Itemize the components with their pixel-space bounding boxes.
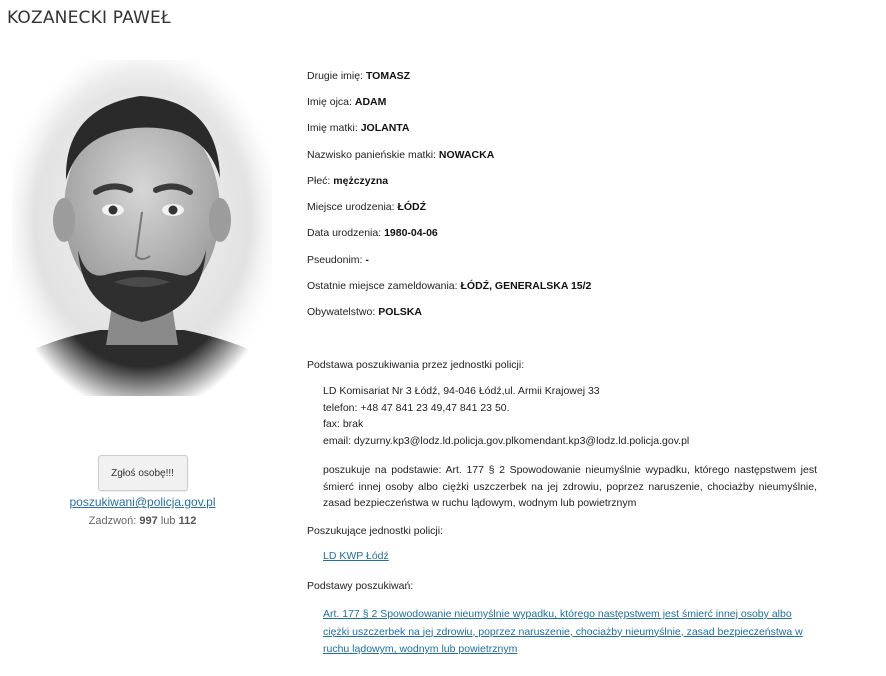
field-value: JOLANTA <box>360 122 410 134</box>
report-panel <box>40 455 245 527</box>
field-label: Pseudonim: <box>307 254 363 266</box>
call-line <box>40 515 245 527</box>
phone-112: 112 <box>178 515 197 527</box>
field-value: - <box>365 254 369 266</box>
suspect-photo <box>12 60 272 396</box>
field-value: ŁÓDŹ, GENERALSKA 15/2 <box>460 280 592 292</box>
basis-heading: Podstawa poszukiwania przez jednostki policji: <box>307 359 525 371</box>
field-mother-maiden-name <box>307 149 494 161</box>
call-or: lub <box>160 515 176 527</box>
field-sex <box>307 175 388 187</box>
report-person-button[interactable]: Zgłoś osobę!!! <box>98 455 188 491</box>
email-link[interactable]: poszukiwani@policja.gov.pl <box>69 495 216 509</box>
field-label: Data urodzenia: <box>307 227 382 239</box>
searching-unit-link[interactable]: LD KWP Łódź <box>323 550 389 562</box>
field-father-name <box>307 96 386 108</box>
field-value: 1980-04-06 <box>384 227 438 239</box>
field-value: ADAM <box>354 96 387 108</box>
unit-contact <box>323 383 823 449</box>
field-label: Nazwisko panieńskie matki: <box>307 149 436 161</box>
field-value: TOMASZ <box>365 70 411 82</box>
unit-phone: telefon: +48 47 841 23 49,47 841 23 50. <box>323 401 510 414</box>
field-value: mężczyzna <box>333 175 389 187</box>
unit-email: email: dyzurny.kp3@lodz.ld.policja.gov.plkomendant.kp3@lodz.ld.policja.gov.pl <box>323 434 690 447</box>
field-label: Imię matki: <box>307 122 358 134</box>
phone-997: 997 <box>139 515 158 527</box>
field-last-address <box>307 280 591 292</box>
legal-basis-heading: Podstawy poszukiwań: <box>307 580 414 592</box>
unit-fax: fax: brak <box>323 418 364 430</box>
field-birth-date <box>307 227 438 239</box>
field-nickname <box>307 254 369 266</box>
field-value: POLSKA <box>378 306 422 318</box>
search-reason: poszukuje na podstawie: Art. 177 § 2 Spowodowanie nieumyślnie wypadku, którego następstwem jest śmierć innej osoby albo ciężki uszczerbek na jej zdrowiu, poprzez naruszenie, chociażby nieumyślnie, zasad bezpieczeństwa w ruchu lądowym, wodnym lub powietrznym <box>323 464 817 509</box>
field-label: Drugie imię: <box>307 70 364 82</box>
searching-units-heading: Poszukujące jednostki policji: <box>307 525 443 537</box>
field-value: ŁÓDŹ <box>397 201 427 213</box>
call-prefix: Zadzwoń: <box>88 515 137 527</box>
field-label: Miejsce urodzenia: <box>307 201 395 213</box>
field-label: Ostatnie miejsce zameldowania: <box>307 280 458 292</box>
field-value: NOWACKA <box>438 149 495 161</box>
field-birthplace <box>307 201 426 213</box>
field-label: Imię ojca: <box>307 96 352 108</box>
field-label: Płeć: <box>307 175 331 187</box>
field-middle-name <box>307 70 410 82</box>
field-mother-name <box>307 122 410 134</box>
page-title: KOZANECKI PAWEŁ <box>7 8 171 28</box>
field-label: Obywatelstwo: <box>307 306 376 318</box>
legal-basis-link[interactable]: Art. 177 § 2 Spowodowanie nieumyślnie wypadku, którego następstwem jest śmierć innej osoby albo ciężki uszczerbek na jej zdrowiu, poprzez naruszenie, chociażby nieumyślnie, zasad bezpieczeństwa w ruchu lądowym, wodnym lub powietrznym <box>323 608 803 655</box>
field-citizenship <box>307 306 422 318</box>
unit-address: LD Komisariat Nr 3 Łódź, 94-046 Łódź,ul. Armii Krajowej 33 <box>323 385 600 397</box>
